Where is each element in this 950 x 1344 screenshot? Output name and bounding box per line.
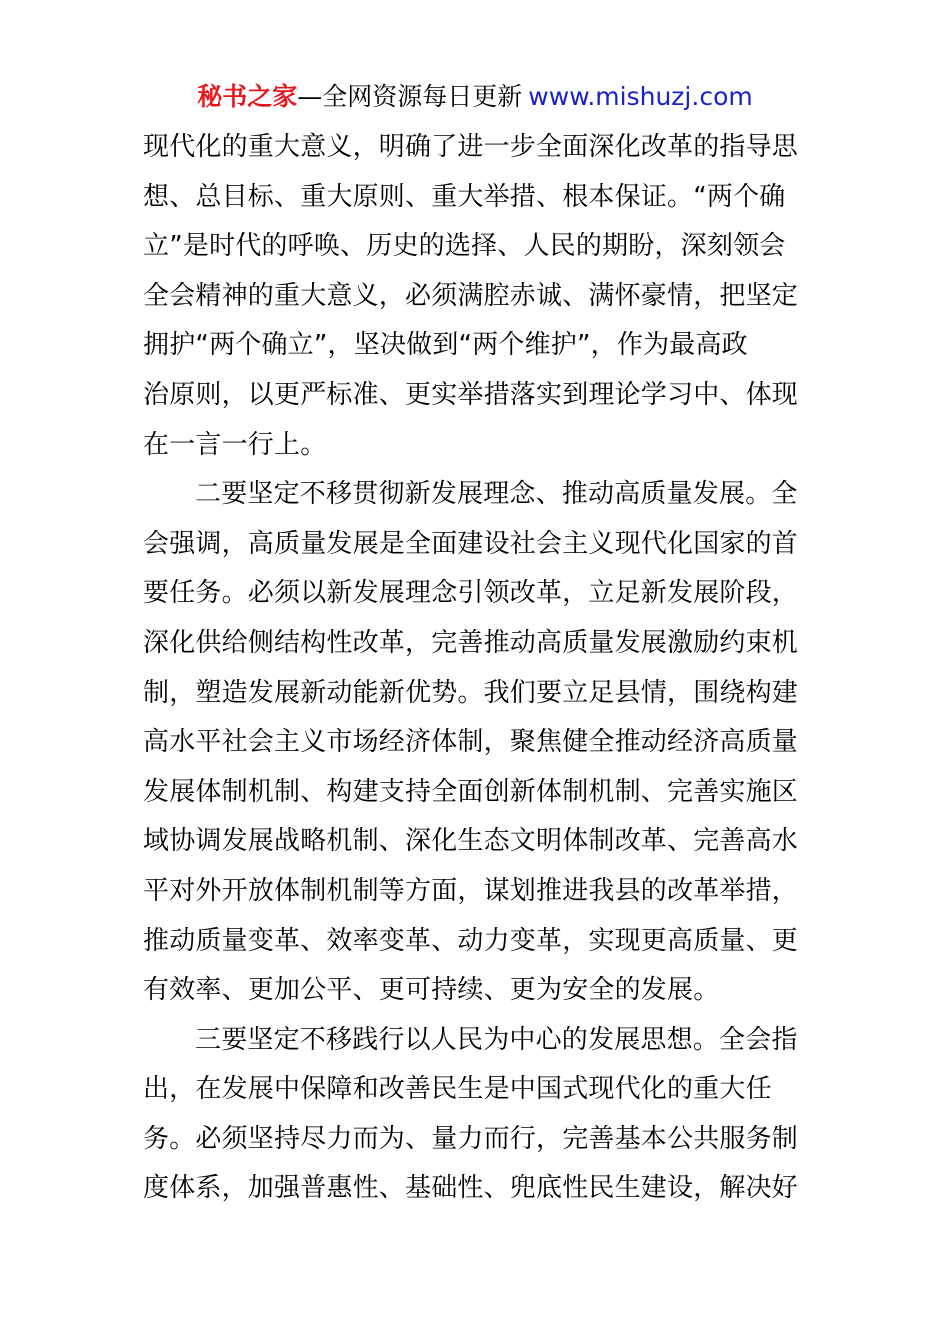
text-line: 发展体制机制、构建支持全面创新体制机制、完善实施区 [143, 776, 799, 807]
text-line: 出，在发展中保障和改善民生是中国式现代化的重大任 [143, 1074, 772, 1105]
paragraph-start-line: 二要坚定不移贯彻新发展理念、推动高质量发展。全 [195, 479, 798, 510]
text-line: 有效率、更加公平、更可持续、更为安全的发展。 [143, 975, 720, 1006]
text-line: 想、总目标、重大原则、重大举措、根本保证。“两个确 [143, 181, 786, 212]
text-line: 务。必须坚持尽力而为、量力而行，完善基本公共服务制 [143, 1123, 799, 1154]
text-line: 度体系，加强普惠性、基础性、兜底性民生建设，解决好 [143, 1173, 799, 1204]
text-line: 全会精神的重大意义，必须满腔赤诚、满怀豪情，把坚定 [143, 280, 799, 311]
document-body [143, 123, 813, 1214]
paragraph-start-line: 三要坚定不移践行以人民为中心的发展思想。全会指 [195, 1024, 798, 1055]
text-line: 会强调，高质量发展是全面建设社会主义现代化国家的首 [143, 528, 799, 559]
text-line: 要任务。必须以新发展理念引领改革，立足新发展阶段， [143, 578, 799, 609]
brand-name: 秘书之家 [197, 82, 298, 111]
text-line: 制，塑造发展新动能新优势。我们要立足县情，围绕构建 [143, 677, 799, 708]
text-line: 立”是时代的呼唤、历史的选择、人民的期盼，深刻领会 [143, 231, 786, 262]
header-tagline: —全网资源每日更新 [297, 82, 523, 111]
text-line: 域协调发展战略机制、深化生态文明体制改革、完善高水 [143, 826, 799, 857]
website-link[interactable]: www.mishuzj.com [528, 82, 753, 111]
text-line: 治原则，以更严标准、更实举措落实到理论学习中、体现 [143, 379, 799, 410]
text-line: 深化供给侧结构性改革，完善推动高质量发展激励约束机 [143, 627, 799, 658]
text-line: 高水平社会主义市场经济体制，聚焦健全推动经济高质量 [143, 727, 799, 758]
text-line: 推动质量变革、效率变革、动力变革，实现更高质量、更 [143, 925, 799, 956]
text-line: 现代化的重大意义，明确了进一步全面深化改革的指导思 [143, 132, 799, 162]
text-line: 平对外开放体制机制等方面，谋划推进我县的改革举措， [143, 875, 799, 906]
text-line: 拥护“两个确立”，坚决做到“两个维护”，作为最高政 [143, 330, 748, 361]
page-header [0, 80, 950, 114]
text-line: 在一言一行上。 [143, 429, 327, 460]
